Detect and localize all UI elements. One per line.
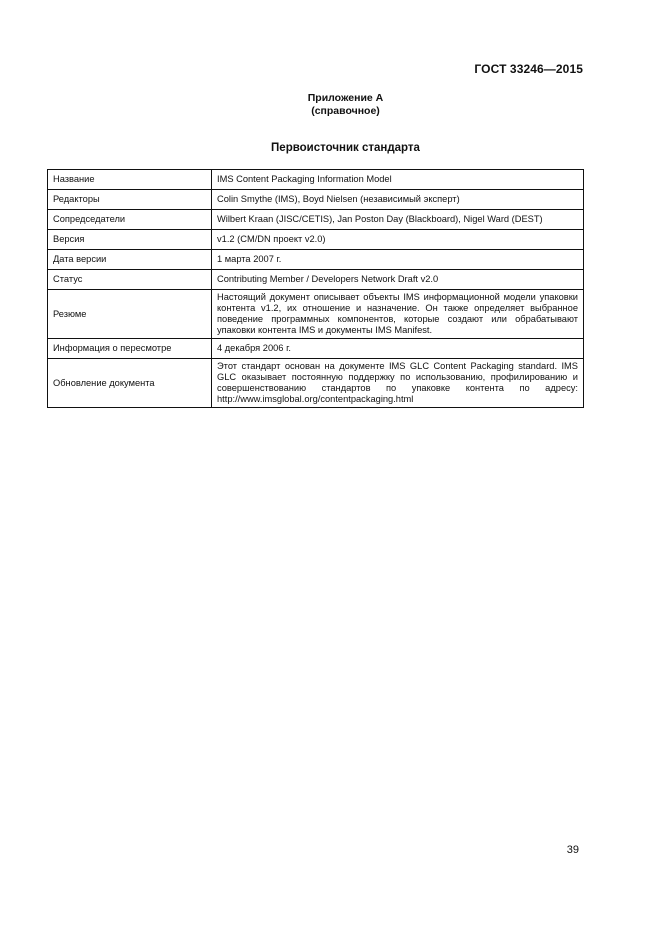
row-value: IMS Content Packaging Information Model [212, 170, 584, 190]
row-value: 1 марта 2007 г. [212, 250, 584, 270]
row-value: 4 декабря 2006 г. [212, 339, 584, 359]
row-label: Название [48, 170, 212, 190]
row-value: Colin Smythe (IMS), Boyd Nielsen (независимый эксперт) [212, 190, 584, 210]
row-label: Обновление документа [48, 359, 212, 408]
row-label: Сопредседатели [48, 210, 212, 230]
appendix-heading [0, 92, 661, 118]
table-row [48, 339, 584, 359]
standard-number: ГОСТ 33246—2015 [474, 62, 583, 76]
row-label: Редакторы [48, 190, 212, 210]
row-label: Дата версии [48, 250, 212, 270]
row-value: v1.2 (CM/DN проект v2.0) [212, 230, 584, 250]
page-number: 39 [566, 844, 579, 856]
source-standard-table [47, 169, 584, 408]
row-value: Настоящий документ описывает объекты IMS информационной модели упаковки контента v1.2, их отношение и назначение. Он также определяет выбранное поведение программных компонентов, которые создают или обрабатывают упаковки контента IMS и документы IMS Manifest. [212, 290, 584, 339]
table-row [48, 359, 584, 408]
table-row [48, 190, 584, 210]
row-value: Этот стандарт основан на документе IMS GLC Content Packaging standard. IMS GLC оказывает постоянную поддержку по использованию, профилированию и совершенствованию стандартов по упаковке контента по адресу: http://www.imsglobal.org/contentpackaging.html [212, 359, 584, 408]
table-row [48, 270, 584, 290]
row-label: Информация о пересмотре [48, 339, 212, 359]
row-label: Версия [48, 230, 212, 250]
row-value: Wilbert Kraan (JISC/CETIS), Jan Poston Day (Blackboard), Nigel Ward (DEST) [212, 210, 584, 230]
row-value: Contributing Member / Developers Network Draft v2.0 [212, 270, 584, 290]
section-heading [0, 142, 661, 154]
table-row [48, 230, 584, 250]
table-row [48, 250, 584, 270]
table-row [48, 290, 584, 339]
table-row [48, 210, 584, 230]
table-row [48, 170, 584, 190]
appendix-title: Приложение А [307, 92, 384, 104]
appendix-subtitle: (справочное) [311, 105, 380, 117]
row-label: Статус [48, 270, 212, 290]
row-label: Резюме [48, 290, 212, 339]
section-title: Первоисточник стандарта [271, 142, 420, 154]
